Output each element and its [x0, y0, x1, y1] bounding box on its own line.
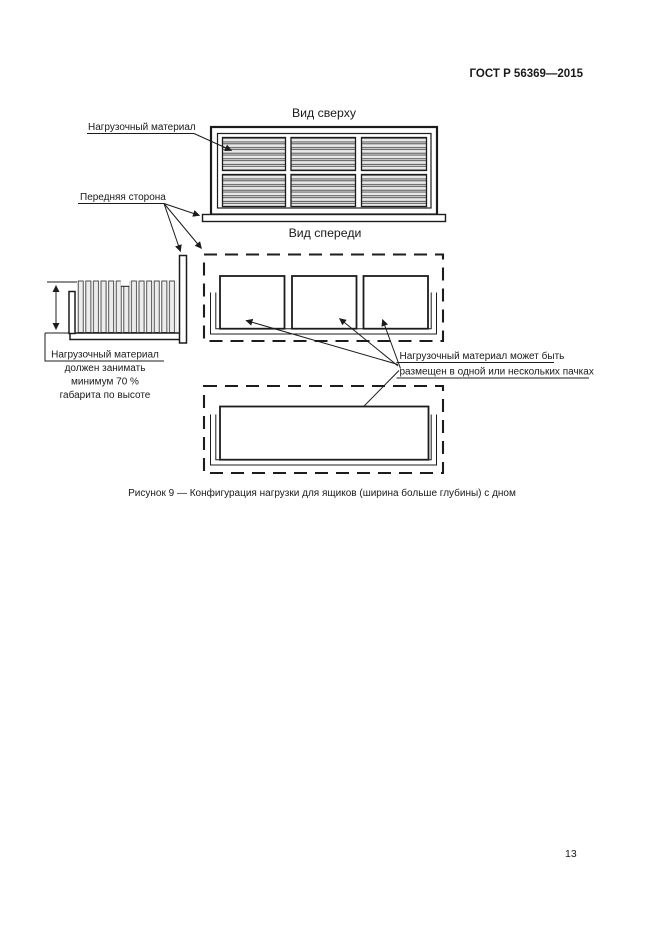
load-block-row1-col3	[362, 138, 427, 171]
figure-caption: Рисунок 9 — Конфигурация нагрузки для ящиков (ширина больше глубины) с дном	[128, 488, 516, 499]
front-side-label: Передняя сторона	[80, 192, 166, 203]
front-side-leader-side-panel	[164, 204, 181, 252]
callout-load-material	[87, 122, 232, 151]
top-view	[203, 106, 446, 222]
load-block-row1-col2	[291, 138, 356, 171]
side-view	[45, 256, 187, 362]
packs-note-line1: Нагрузочный материал может быть	[399, 351, 565, 362]
load-block-row2-col2	[291, 175, 356, 207]
callout-height-requirement	[51, 350, 159, 402]
pack-3	[364, 276, 429, 329]
slats-notch	[121, 279, 130, 287]
side-view-front-panel	[180, 256, 187, 344]
packs-note-line2: размещен в одной или нескольких пачках	[399, 366, 594, 378]
pack-2	[292, 276, 357, 329]
side-view-base	[70, 333, 180, 340]
load-block-row2-col3	[362, 175, 427, 207]
side-view-left-tab	[69, 292, 75, 334]
load-material-label: Нагрузочный материал	[88, 122, 196, 133]
header-standard-number: ГОСТ Р 56369—2015	[469, 68, 583, 80]
front-view-title: Вид спереди	[288, 226, 362, 240]
callout-front-side	[78, 192, 202, 252]
front-view	[204, 226, 443, 341]
single-pack	[220, 407, 429, 460]
height-req-line1: Нагрузочный материал	[51, 349, 159, 361]
front-view-single-pack	[204, 386, 443, 473]
top-view-title: Вид сверху	[291, 106, 357, 120]
height-req-line2: должен занимать	[64, 363, 146, 374]
height-req-line3: минимум 70 %	[71, 376, 139, 388]
page-number: 13	[565, 848, 577, 860]
load-block-row2-col1	[223, 175, 286, 207]
pack-1	[220, 276, 285, 329]
side-view-slats	[77, 280, 177, 333]
load-block-row1-col1	[223, 138, 286, 171]
height-req-line4: габарита по высоте	[59, 390, 151, 401]
top-view-front-side-strip	[203, 215, 446, 222]
